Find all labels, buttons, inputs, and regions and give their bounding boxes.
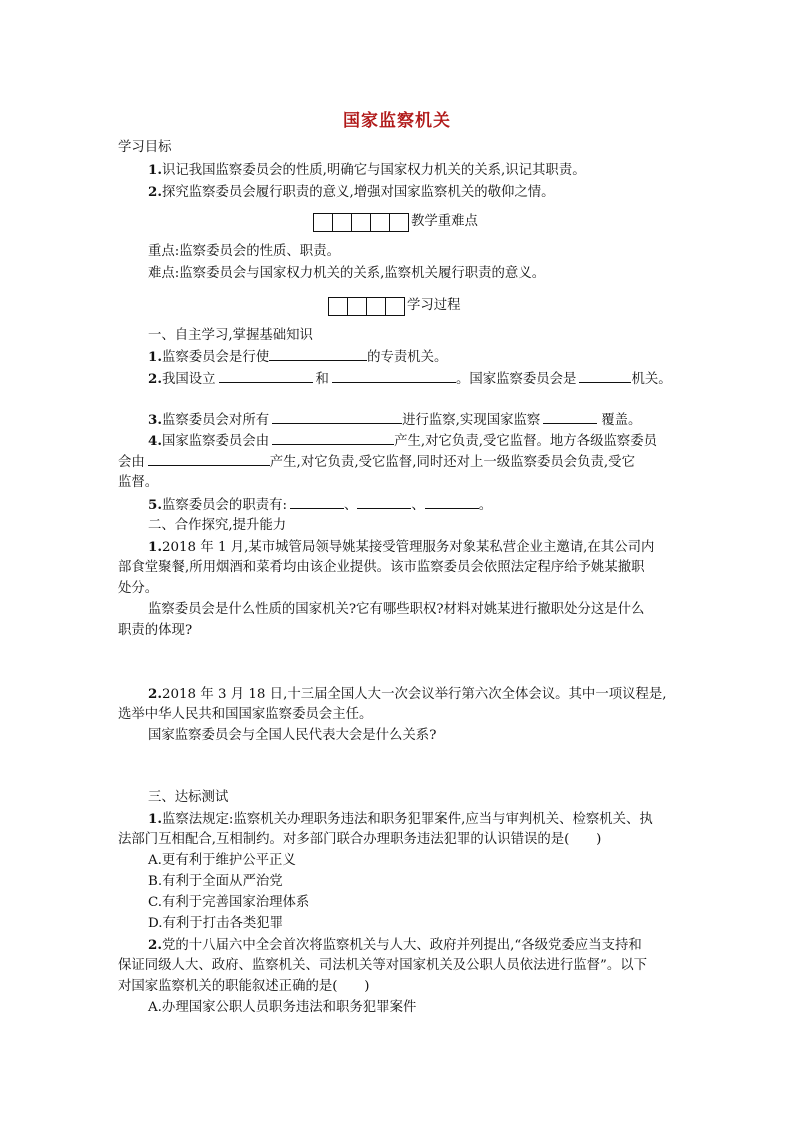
case-2-line-2: 选举中华人民共和国国家监察委员会主任。 — [118, 707, 373, 722]
fill-blank[interactable] — [272, 431, 394, 445]
page-title: 国家监察机关 — [343, 111, 451, 131]
fill-blank[interactable] — [543, 410, 597, 424]
fill-blank[interactable] — [219, 369, 313, 383]
test-2-line-1: 2.党的十八届六中全会首次将监察机关与人大、政府并列提出,“各级党委应当支持和 — [148, 937, 642, 953]
question-3: 3.监察委员会对所有 进行监察,实现国家监察 覆盖。 — [148, 412, 642, 428]
decorative-boxes-icon — [328, 297, 405, 316]
focus-text: 重点:监察委员会的性质、职责。 — [148, 244, 340, 259]
fill-blank[interactable] — [357, 495, 411, 509]
goal-1: 1.识记我国监察委员会的性质,明确它与国家权力机关的关系,识记其职责。 — [148, 162, 586, 178]
goal-2: 2.探究监察委员会履行职责的意义,增强对国家监察机关的敬仰之情。 — [148, 184, 555, 200]
test-1-line-1: 1.监察法规定:监察机关办理职务违法和职务犯罪案件,应当与审判机关、检察机关、执 — [148, 811, 653, 827]
case-1-question-line-2: 职责的体现? — [118, 623, 193, 638]
difficulty-text: 难点:监察委员会与国家权力机关的关系,监察机关履行职责的意义。 — [148, 266, 546, 281]
part3-heading: 三、达标测试 — [148, 790, 229, 805]
test-2-line-2: 保证同级人大、政府、监察机关、司法机关等对国家机关及公职人员依法进行监督”。以下 — [118, 958, 648, 973]
key-points-header — [313, 212, 478, 232]
question-4-line-1: 4.国家监察委员会由 产生,对它负责,受它监督。地方各级监察委员 — [148, 433, 658, 449]
question-1: 1.监察委员会是行使 的专责机关。 — [148, 349, 448, 365]
fill-blank[interactable] — [290, 495, 344, 509]
test-1-option-b[interactable]: B.有利于全面从严治党 — [148, 874, 283, 889]
fill-blank[interactable] — [148, 452, 270, 466]
fill-blank[interactable] — [332, 369, 456, 383]
test-2-line-3: 对国家监察机关的职能叙述正确的是( ) — [118, 979, 370, 994]
case-2-line-1: 2.2018 年 3 月 18 日,十三届全国人大一次会议举行第六次全体会议。其中一项议程是, — [148, 686, 667, 702]
question-2: 2.我国设立 和 。国家监察委员会是 机关。 — [148, 371, 672, 387]
fill-blank[interactable] — [425, 495, 479, 509]
test-2-option-a[interactable]: A.办理国家公职人员职务违法和职务犯罪案件 — [148, 1000, 417, 1015]
decorative-boxes-icon — [313, 213, 409, 232]
process-heading: 学习过程 — [407, 298, 461, 313]
fill-blank[interactable] — [272, 410, 402, 424]
fill-blank[interactable] — [269, 347, 367, 361]
test-1-option-a[interactable]: A.更有利于维护公平正义 — [148, 853, 296, 868]
test-1-option-c[interactable]: C.有利于完善国家治理体系 — [148, 895, 310, 910]
case-1-line-1: 1.2018 年 1 月,某市城管局领导姚某接受管理服务对象某私营企业主邀请,在其公司内 — [148, 539, 655, 555]
case-1-line-3: 处分。 — [118, 581, 159, 596]
process-header — [328, 296, 461, 316]
fill-blank[interactable] — [579, 369, 631, 383]
case-1-question-line-1: 监察委员会是什么性质的国家机关?它有哪些职权?材料对姚某进行撤职处分这是什么 — [148, 602, 645, 617]
question-4-line-2: 会由 产生,对它负责,受它监督,同时还对上一级监察委员会负责,受它 — [118, 452, 635, 473]
part2-heading: 二、合作探究,提升能力 — [148, 518, 287, 533]
test-1-option-d[interactable]: D.有利于打击各类犯罪 — [148, 916, 284, 931]
key-points-heading: 教学重难点 — [411, 214, 478, 229]
goals-heading: 学习目标 — [118, 140, 172, 155]
case-2-question: 国家监察委员会与全国人民代表大会是什么关系? — [148, 728, 437, 743]
case-1-line-2: 部食堂聚餐,所用烟酒和菜肴均由该企业提供。该市监察委员会依照法定程序给予姚某撤职 — [118, 560, 645, 575]
part1-heading: 一、自主学习,掌握基础知识 — [148, 328, 313, 343]
question-5: 5.监察委员会的职责有: 、 、 。 — [148, 497, 493, 513]
test-1-line-2: 法部门互相配合,互相制约。对多部门联合办理职务违法犯罪的认识错误的是( ) — [118, 832, 602, 847]
question-4-line-3: 监督。 — [118, 475, 159, 490]
